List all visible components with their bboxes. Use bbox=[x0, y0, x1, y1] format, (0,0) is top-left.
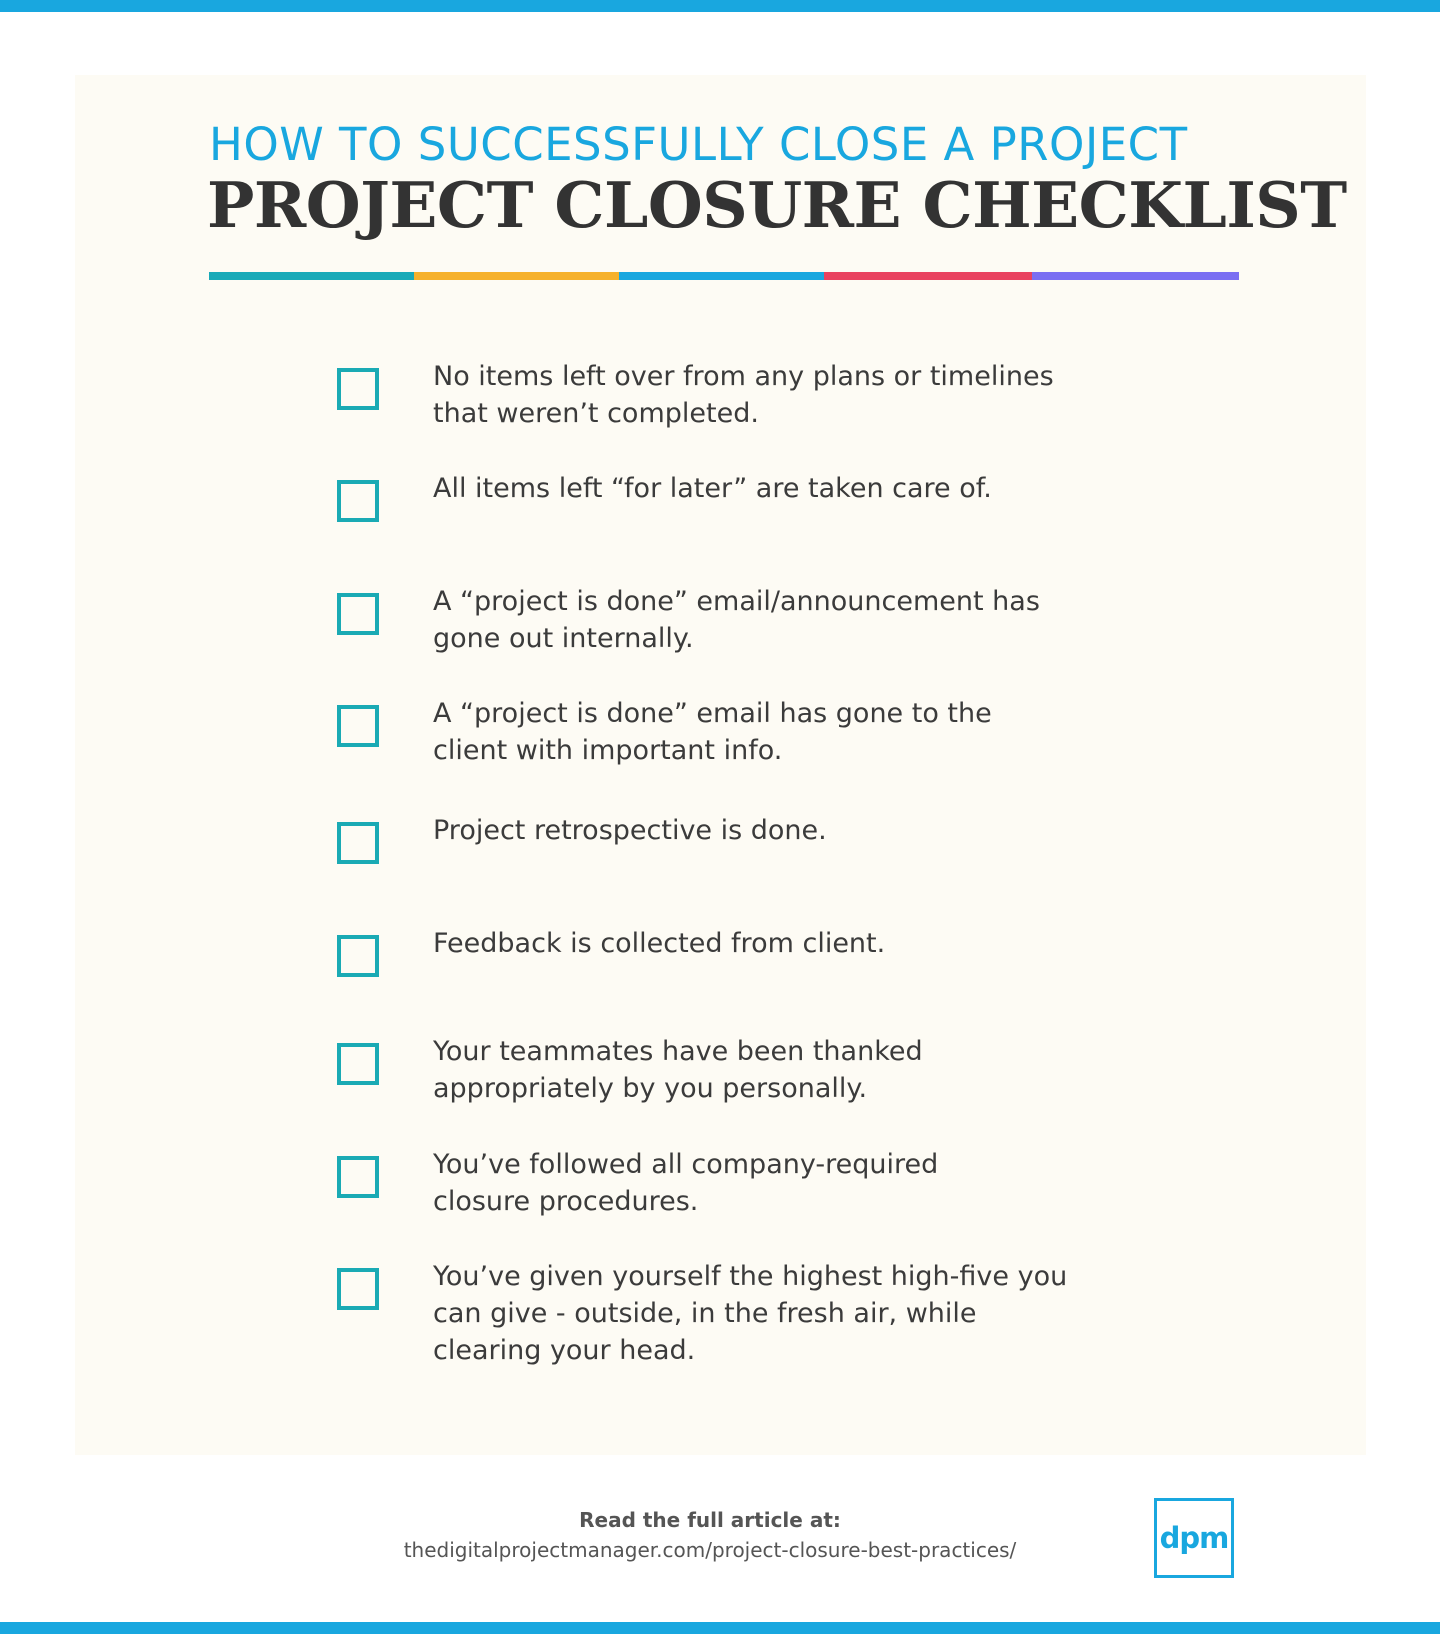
checkbox[interactable] bbox=[337, 480, 379, 522]
bottom-accent-bar bbox=[0, 1622, 1440, 1634]
checklist-item-text: You’ve followed all company-required closure procedures. bbox=[433, 1149, 939, 1217]
checklist-item-text: A “project is done” email/announcement has gone out internally. bbox=[433, 586, 1040, 654]
checkbox[interactable] bbox=[337, 593, 379, 635]
page-subtitle: HOW TO SUCCESSFULLY CLOSE A PROJECT bbox=[209, 118, 1188, 171]
color-divider bbox=[209, 272, 1239, 280]
checklist-item-text: Your teammates have been thanked appropriately by you personally. bbox=[433, 1036, 923, 1104]
checklist-item-text: Feedback is collected from client. bbox=[433, 928, 886, 959]
checkbox[interactable] bbox=[337, 368, 379, 410]
footer bbox=[380, 1505, 1040, 1565]
dpm-logo bbox=[1154, 1498, 1234, 1578]
checkbox[interactable] bbox=[337, 1156, 379, 1198]
checklist-item-text: No items left over from any plans or timelines that weren’t completed. bbox=[433, 361, 1054, 429]
divider-segment-blue bbox=[619, 272, 824, 280]
article-link[interactable]: thedigitalprojectmanager.com/project-closure-best-practices/ bbox=[403, 1538, 1017, 1562]
top-accent-bar bbox=[0, 0, 1440, 12]
checkbox[interactable] bbox=[337, 1268, 379, 1310]
checklist-item-text: Project retrospective is done. bbox=[433, 815, 827, 846]
divider-segment-teal bbox=[209, 272, 414, 280]
divider-segment-red bbox=[824, 272, 1032, 280]
checklist-item-text: You’ve given yourself the highest high-five you can give - outside, in the fresh air, while clearing your head. bbox=[433, 1261, 1068, 1366]
checkbox[interactable] bbox=[337, 1043, 379, 1085]
checklist-item-text: All items left “for later” are taken care of. bbox=[433, 473, 992, 504]
divider-segment-purple bbox=[1032, 272, 1239, 280]
checkbox[interactable] bbox=[337, 705, 379, 747]
divider-segment-yellow bbox=[414, 272, 619, 280]
logo-text: dpm bbox=[1159, 1521, 1229, 1555]
checklist-item-text: A “project is done” email has gone to the client with important info. bbox=[433, 698, 992, 766]
checkbox[interactable] bbox=[337, 822, 379, 864]
page-title: PROJECT CLOSURE CHECKLIST bbox=[207, 168, 1347, 242]
checkbox[interactable] bbox=[337, 935, 379, 977]
footer-label: Read the full article at: bbox=[579, 1508, 841, 1532]
